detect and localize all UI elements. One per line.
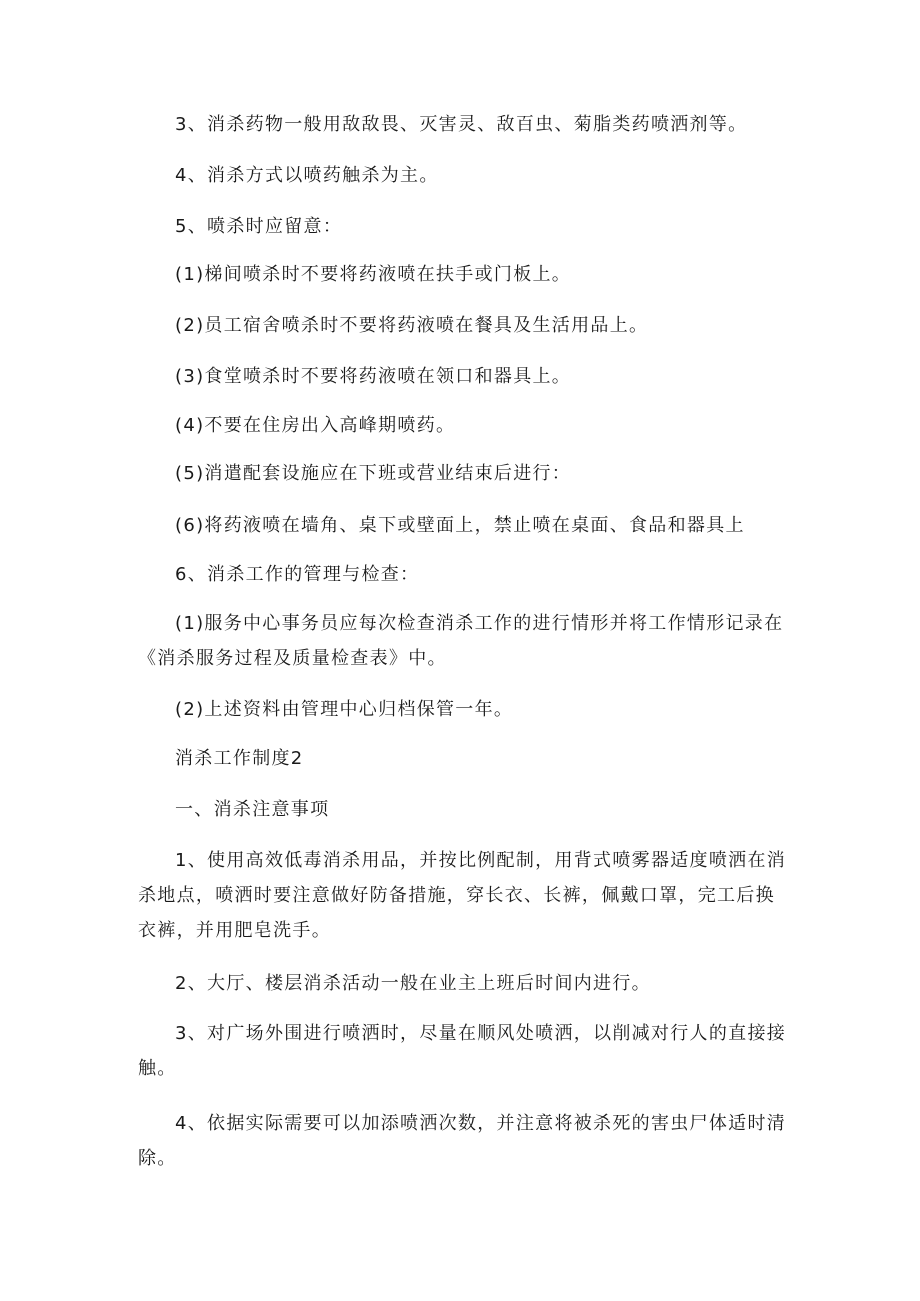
paragraph-management-heading: 6、消杀工作的管理与检查： <box>175 564 420 585</box>
paragraph-disinfection-agents: 3、消杀药物一般用敌敌畏、灭害灵、敌百虫、菊脂类药喷洒剂等。 <box>175 114 748 135</box>
paragraph-note-dormitory: (2)员工宿舍喷杀时不要将药液喷在餐具及生活用品上。 <box>175 315 649 336</box>
paragraph-management-record: (1)服务中心事务员应每次检查消杀工作的进行情形并将工作情形记录在《消杀服务过程及质量检查表》中。 <box>138 613 784 669</box>
paragraph-disinfection-method: 4、消杀方式以喷药触杀为主。 <box>175 165 439 186</box>
paragraph-note-spray-location: (6)将药液喷在墙角、桌下或壁面上，禁止喷在桌面、食品和器具上 <box>175 515 745 536</box>
paragraph-note-peak-hours: (4)不要在住房出入高峰期喷药。 <box>175 415 456 436</box>
paragraph-note-canteen: (3)食堂喷杀时不要将药液喷在领口和器具上。 <box>175 366 572 387</box>
paragraph-precaution-4: 4、依据实际需要可以加添喷洒次数，并注意将被杀死的害虫尸体适时清除。 <box>138 1113 787 1169</box>
paragraph-precaution-2: 2、大厅、楼层消杀活动一般在业主上班后时间内进行。 <box>175 973 651 994</box>
paragraph-note-facilities: (5)消遣配套设施应在下班或营业结束后进行： <box>175 463 572 484</box>
section-subtitle: 一、消杀注意事项 <box>175 799 330 820</box>
paragraph-precaution-3: 3、对广场外围进行喷洒时，尽量在顺风处喷洒，以削减对行人的直接接触。 <box>138 1023 787 1079</box>
paragraph-precaution-1: 1、使用高效低毒消杀用品，并按比例配制，用背式喷雾器适度喷洒在消杀地点，喷洒时要注意做好防备措施，穿长衣、长裤，佩戴口罩，完工后换衣裤，并用肥皂洗手。 <box>138 850 787 941</box>
paragraph-management-archive: (2)上述资料由管理中心归档保管一年。 <box>175 699 514 720</box>
paragraph-spray-notes-heading: 5、喷杀时应留意： <box>175 216 343 237</box>
section-title: 消杀工作制度2 <box>175 748 304 769</box>
paragraph-note-stairwell: (1)梯间喷杀时不要将药液喷在扶手或门板上。 <box>175 264 572 285</box>
